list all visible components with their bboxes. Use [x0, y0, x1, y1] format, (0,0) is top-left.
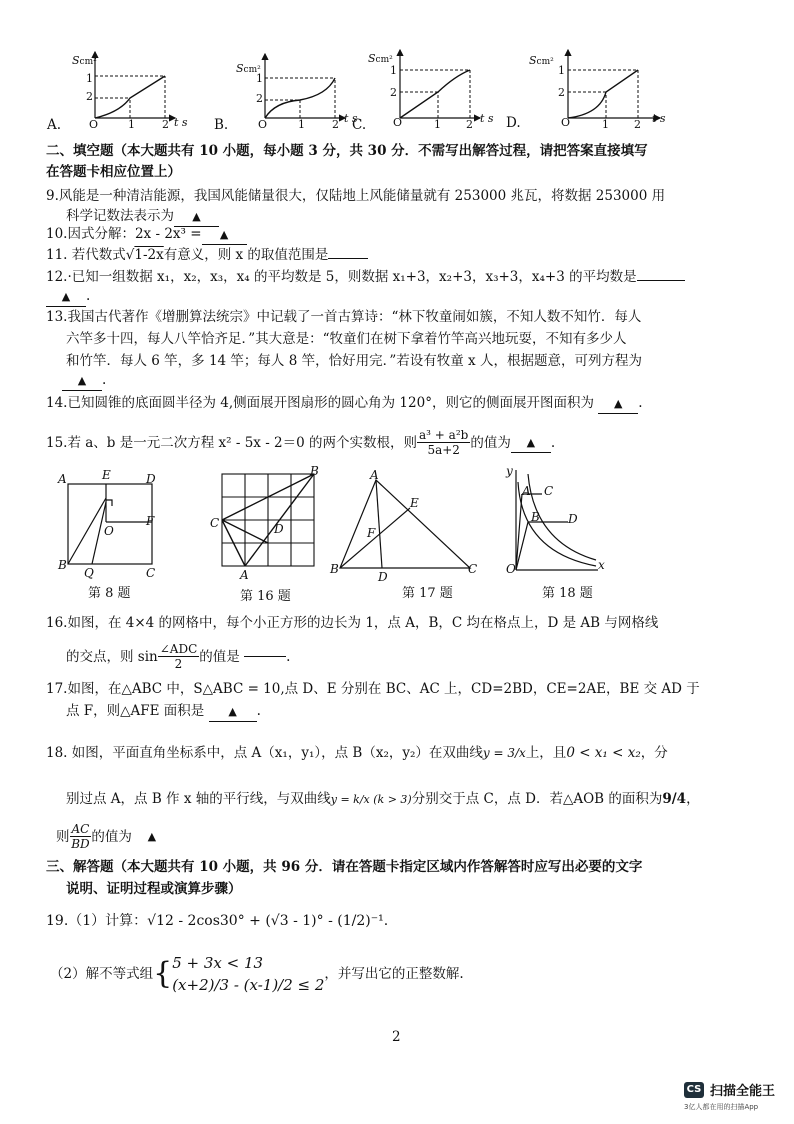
- label: D: [568, 512, 578, 526]
- q18-line1: 18. 如图，平面直角坐标系中，点 A（x₁，y₁），点 B（x₂，y₂）在双曲线y = 3/x上，且0 < x₁ < x₂，分: [46, 745, 668, 761]
- q13-line2: 六竿多十四，每人八竿恰齐足．”其大意是：“牧童们在树下拿着竹竿高兴地玩耍，不知有多少人: [66, 331, 627, 347]
- section2-heading: 二、填空题（本大题共有 10 小题，每小题 3 分，共 30 分．不需写出解答过程，请把答案直接填写: [46, 143, 648, 159]
- caption-fig-16: 第 16 题: [240, 589, 291, 604]
- label: D: [146, 472, 156, 486]
- option-label-c: C.: [352, 117, 367, 133]
- answer-blank: ▲: [511, 433, 551, 453]
- q16-line1: 16.如图，在 4×4 的网格中，每个小正方形的边长为 1，点 A，B，C 均在格点上，D 是 AB 与网格线: [46, 615, 659, 631]
- fraction: $\frac{\text{a³ + a²b}}{5a+2}$: [419, 428, 469, 457]
- s-label: Scm²: [72, 54, 97, 67]
- answer-blank: [328, 258, 368, 259]
- tick: 1: [558, 64, 565, 77]
- q14: 14.已知圆锥的底面圆半径为 4,侧面展开图扇形的圆心角为 120°，则它的侧面展开图面积为 ▲ .: [46, 394, 643, 414]
- label: F: [146, 514, 155, 528]
- fraction: $\frac{AC}{BD}$: [71, 822, 90, 851]
- answer-blank: [637, 280, 685, 281]
- label: D: [378, 570, 388, 584]
- q18-line3: 则 $\frac{AC}{BD}$ 的值为 ▲: [56, 822, 172, 851]
- label: A: [240, 568, 249, 582]
- q19-part1: 19.（1）计算：√12 - 2cos30° + (√3 - 1)° - (1/2)⁻¹.: [46, 913, 389, 929]
- tick: 2: [256, 92, 263, 105]
- label: C: [544, 484, 554, 498]
- label: O: [104, 524, 114, 538]
- label: B: [330, 562, 339, 576]
- tick: 1: [298, 118, 305, 131]
- label: E: [102, 468, 111, 482]
- label: B: [310, 464, 319, 478]
- s-label: Scm²: [236, 62, 261, 75]
- origin-label: O: [89, 118, 99, 131]
- section3-heading-2: 说明、证明过程或演算步骤）: [66, 881, 242, 897]
- tick: 1: [256, 72, 263, 85]
- tick: 2: [390, 86, 397, 99]
- option-label-d: D.: [506, 115, 521, 131]
- t-label: t s: [652, 112, 666, 125]
- origin-label: O: [393, 116, 403, 129]
- label: y: [506, 464, 513, 478]
- tick: 1: [128, 118, 135, 131]
- brace: {: [153, 956, 173, 991]
- origin-label: O: [258, 118, 268, 131]
- t-label: t s: [480, 112, 494, 125]
- tick: 2: [332, 118, 339, 131]
- label: F: [367, 526, 376, 540]
- s-label: Scm²: [368, 52, 393, 65]
- q17-line2: 点 F，则△AFE 面积是 ▲ .: [66, 702, 261, 722]
- q10: 10.因式分解：2x - 2x³ = ▲: [46, 225, 247, 245]
- q17-line1: 17.如图，在△ABC 中，S△ABC = 10,点 D、E 分别在 BC、AC 上，CD=2BD，CE=2AE，BE 交 AD 于: [46, 681, 700, 697]
- tick: 2: [634, 118, 641, 131]
- q16-line2: 的交点，则 sin $\frac{\text{∠ADC}}{2}$ 的值是 .: [66, 642, 291, 671]
- answer-blank: ▲: [209, 702, 257, 722]
- cs-logo-icon: CS: [684, 1082, 704, 1098]
- tick: 2: [466, 118, 473, 131]
- answer-blank: ▲: [174, 207, 219, 227]
- label: E: [410, 496, 419, 510]
- label: A: [58, 472, 67, 486]
- answer-blank: ▲: [62, 371, 102, 391]
- label: O: [506, 562, 516, 576]
- tick: 2: [86, 90, 93, 103]
- tick: 1: [86, 72, 93, 85]
- answer-blank: ▲: [46, 287, 86, 307]
- q12-line1: 12.·已知一组数据 x₁，x₂，x₃，x₄ 的平均数是 5，则数据 x₁+3，x₂+3，x₃+3，x₄+3 的平均数是: [46, 268, 685, 286]
- q13-line1: 13.我国古代著作《增删算法统宗》中记载了一首古算诗：“林下牧童闹如簇，不知人数不知竹．每人: [46, 309, 642, 325]
- q19-part2: （2）解不等式组 { 5 + 3x < 13 (x+2)/3 - (x-1)/2 ≤ 2 ，并写出它的正整数解.: [50, 954, 464, 994]
- label: Q: [84, 566, 94, 580]
- tick: 2: [558, 86, 565, 99]
- caption-fig-8: 第 8 题: [88, 586, 131, 601]
- scanner-watermark: [684, 1080, 775, 1099]
- section3-heading: 三、解答题（本大题共有 10 小题，共 96 分．请在答题卡指定区域内作答解答时应写出必要的文字: [46, 859, 643, 875]
- fraction: $\frac{\text{∠ADC}}{2}$: [159, 642, 198, 671]
- label: A: [370, 468, 379, 482]
- label: C: [210, 516, 220, 530]
- tick: 1: [390, 64, 397, 77]
- section2-heading-2: 在答题卡相应位置上）: [46, 164, 181, 180]
- answer-blank: ▲: [202, 225, 247, 245]
- q9-line1: 9.风能是一种清洁能源，我国风能储量很大，仅陆地上风能储量就有 253000 兆瓦，将数据 253000 用: [46, 188, 666, 204]
- caption-fig-18: 第 18 题: [542, 586, 593, 601]
- caption-fig-17: 第 17 题: [402, 586, 453, 601]
- q18-line2: 别过点 A，点 B 作 x 轴的平行线，与双曲线y = k/x (k > 3)分别交于点 C，点 D．若△AOB 的面积为9/4，: [66, 791, 700, 807]
- q11: 11. 若代数式√1-2x有意义，则 x 的取值范围是: [46, 246, 368, 264]
- label: B: [531, 510, 540, 524]
- q13-answer: ▲ .: [62, 371, 106, 391]
- tick: 1: [434, 118, 441, 131]
- label: x: [598, 558, 605, 572]
- brand-name: 扫描全能王: [710, 1084, 776, 1099]
- tick: 2: [162, 118, 169, 131]
- answer-blank: ▲: [147, 830, 157, 843]
- label: C: [146, 566, 156, 580]
- label: B: [58, 558, 67, 572]
- graph-labels: [0, 0, 794, 140]
- option-label-b: B.: [214, 117, 229, 133]
- t-label: t s: [344, 112, 358, 125]
- tick: 1: [602, 118, 609, 131]
- label: C: [468, 562, 478, 576]
- brand-tagline: 3亿人都在用的扫描App: [684, 1103, 759, 1111]
- figure-labels: [0, 462, 794, 602]
- q13-line3: 和竹竿．每人 6 竿，多 14 竿；每人 8 竿，恰好用完．”若设有牧童 x 人，根据题意，可列方程为: [66, 353, 642, 369]
- inequality-system: 5 + 3x < 13 (x+2)/3 - (x-1)/2 ≤ 2: [172, 954, 325, 994]
- s-label: Scm²: [529, 54, 554, 67]
- answer-blank: [244, 656, 286, 657]
- t-label: t s: [174, 116, 188, 129]
- option-label-a: A.: [47, 117, 62, 133]
- origin-label: O: [561, 116, 571, 129]
- label: A: [522, 484, 531, 498]
- q12-line2: ▲ .: [46, 287, 90, 307]
- answer-blank: ▲: [598, 394, 638, 414]
- q9-line2: 科学记数法表示为 ▲: [66, 207, 219, 227]
- q15: 15.若 a、b 是一元二次方程 x² - 5x - 2＝0 的两个实数根，则 $\frac{\text{a³ + a²b}}{5a+2}$ 的值为 ▲ .: [46, 428, 556, 457]
- page-number: 2: [392, 1029, 401, 1045]
- label: D: [274, 522, 284, 536]
